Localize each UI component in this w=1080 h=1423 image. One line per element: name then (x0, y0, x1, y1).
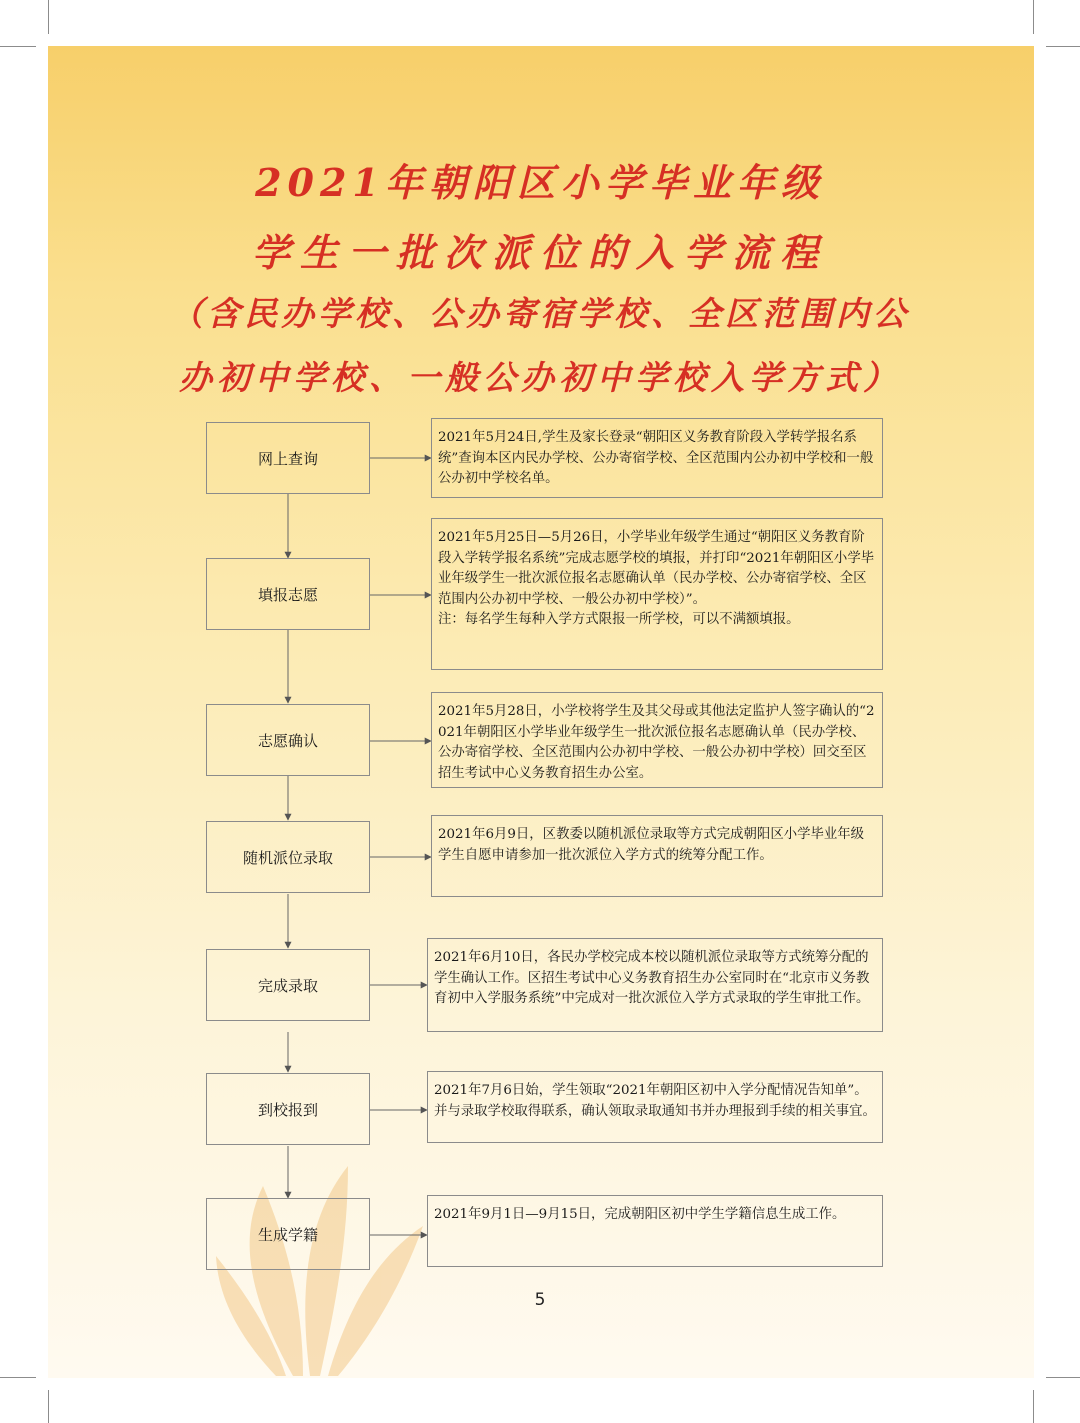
step-online-query: 网上查询 (206, 422, 370, 494)
step-description-online-query: 2021年5月24日,学生及家长登录“朝阳区义务教育阶段入学转学报名系统”查询本区内民办学校、公办寄宿学校、全区范围内公办初中学校和一般公办初中学校名单。 (431, 418, 883, 498)
subtitle-line-2: 办初中学校、一般公办初中学校入学方式） (179, 358, 901, 397)
step-description-fill-preferences: 2021年5月25日—5月26日，小学毕业年级学生通过“朝阳区义务教育阶段入学转学报名系统”完成志愿学校的填报，并打印“2021年朝阳区小学毕业年级学生一批次派位报名志愿确认单（民办学校、公办寄宿学校、全区范围内公办初中学校、一般公办初中学校）”。 注：每名学生每种入学方式限报一所学校，可以不满额填报。 (431, 518, 883, 670)
step-report-to-school: 到校报到 (206, 1073, 370, 1145)
subtitle-line-1: （含民办学校、公办寄宿学校、全区范围内公 (170, 294, 910, 333)
step-generate-status: 生成学籍 (206, 1198, 370, 1270)
step-description-confirm-preferences: 2021年5月28日，小学校将学生及其父母或其他法定监护人签字确认的“2021年朝阳区小学毕业年级学生一批次派位报名志愿确认单（民办学校、公办寄宿学校、全区范围内公办初中学校、一般公办初中学校）回交至区招生考试中心义务教育招生办公室。 (431, 692, 883, 788)
step-fill-preferences: 填报志愿 (206, 558, 370, 630)
title-line-1: 2021年朝阳区小学毕业年级 (255, 160, 825, 205)
step-description-complete-admission: 2021年6月10日，各民办学校完成本校以随机派位录取等方式统筹分配的学生确认工作。区招生考试中心义务教育招生办公室同时在“北京市义务教育初中入学服务系统”中完成对一批次派位入学方式录取的学生审批工作。 (427, 938, 883, 1032)
title-line-2: 学生一批次派位的入学流程 (251, 230, 828, 275)
step-random-allocation: 随机派位录取 (206, 821, 370, 893)
step-description-generate-status: 2021年9月1日—9月15日，完成朝阳区初中学生学籍信息生成工作。 (427, 1195, 883, 1267)
step-description-random-allocation: 2021年6月9日，区教委以随机派位录取等方式完成朝阳区小学毕业年级学生自愿申请参加一批次派位入学方式的统筹分配工作。 (431, 815, 883, 897)
step-confirm-preferences: 志愿确认 (206, 704, 370, 776)
page-number: 5 (534, 1290, 546, 1310)
step-complete-admission: 完成录取 (206, 949, 370, 1021)
step-description-report-to-school: 2021年7月6日始，学生领取“2021年朝阳区初中入学分配情况告知单”。并与录取学校取得联系，确认领取录取通知书并办理报到手续的相关事宜。 (427, 1071, 883, 1143)
